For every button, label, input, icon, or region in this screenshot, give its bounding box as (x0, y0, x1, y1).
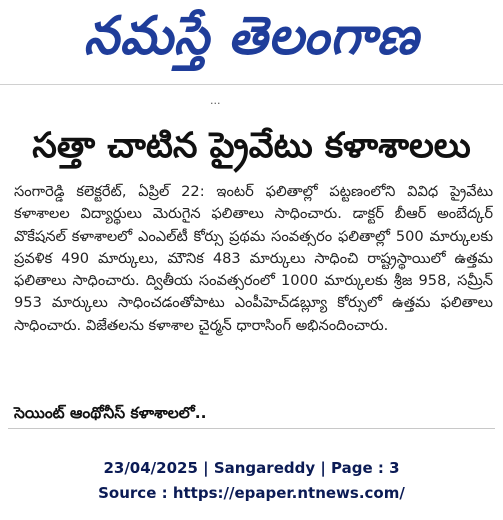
footer-date-edition: 23/04/2025 | Sangareddy | Page : 3 (103, 459, 400, 477)
clipped-text-fragment: ... (210, 94, 221, 107)
masthead-divider (0, 84, 503, 85)
clipping-footer (0, 456, 503, 506)
clipping-divider (8, 428, 495, 429)
newspaper-title: నమస్తే తెలంగాణ (83, 4, 420, 66)
article-headline: సత్తా చాటిన ప్రైవేటు కళాశాలలు (32, 126, 471, 166)
article-subhead: సెయింట్ ఆంథోనీస్ కళాశాలలో.. (14, 404, 207, 422)
article-body: సంగారెడ్డి కలెక్టరేట్, ఏప్రిల్ 22: ఇంటర్ ఫలితాల్లో పట్టణంలోని వివిధ ప్రైవేటు కళాశాలల విద్యార్థులు మెరుగైన ఫలితాలు సాధించారు. డాక్టర్ బీఆర్ అంబేద్కర్ వొకేషనల్ కళాశాలలో ఎంఎల్‌టీ కోర్సు ప్రథమ సంవత్సరం ఫలితాల్లో 500 మార్కులకు ప్రవళిక 490 మార్కులు, మౌనిక 483 మార్కులు సాధించి రాష్ట్రస్థాయిలో ఉత్తమ ఫలితాలు సాధించారు. ద్వితీయ సంవత్సరంలో 1000 మార్కులకు శ్రీజ 958, సమ్రీన్ 953 మార్కులు సాధించడంతోపాటు ఎంపీహెచ్‌డబ్ల్యూ కోర్సులో ఉత్తమ ఫలితాలు సాధించారు. విజేతలను కళాశాల చైర్మన్ ధారాసింగ్ అభినందించారు. (14, 183, 493, 334)
footer-source: Source : https://epaper.ntnews.com/ (98, 484, 405, 502)
masthead (0, 0, 503, 84)
